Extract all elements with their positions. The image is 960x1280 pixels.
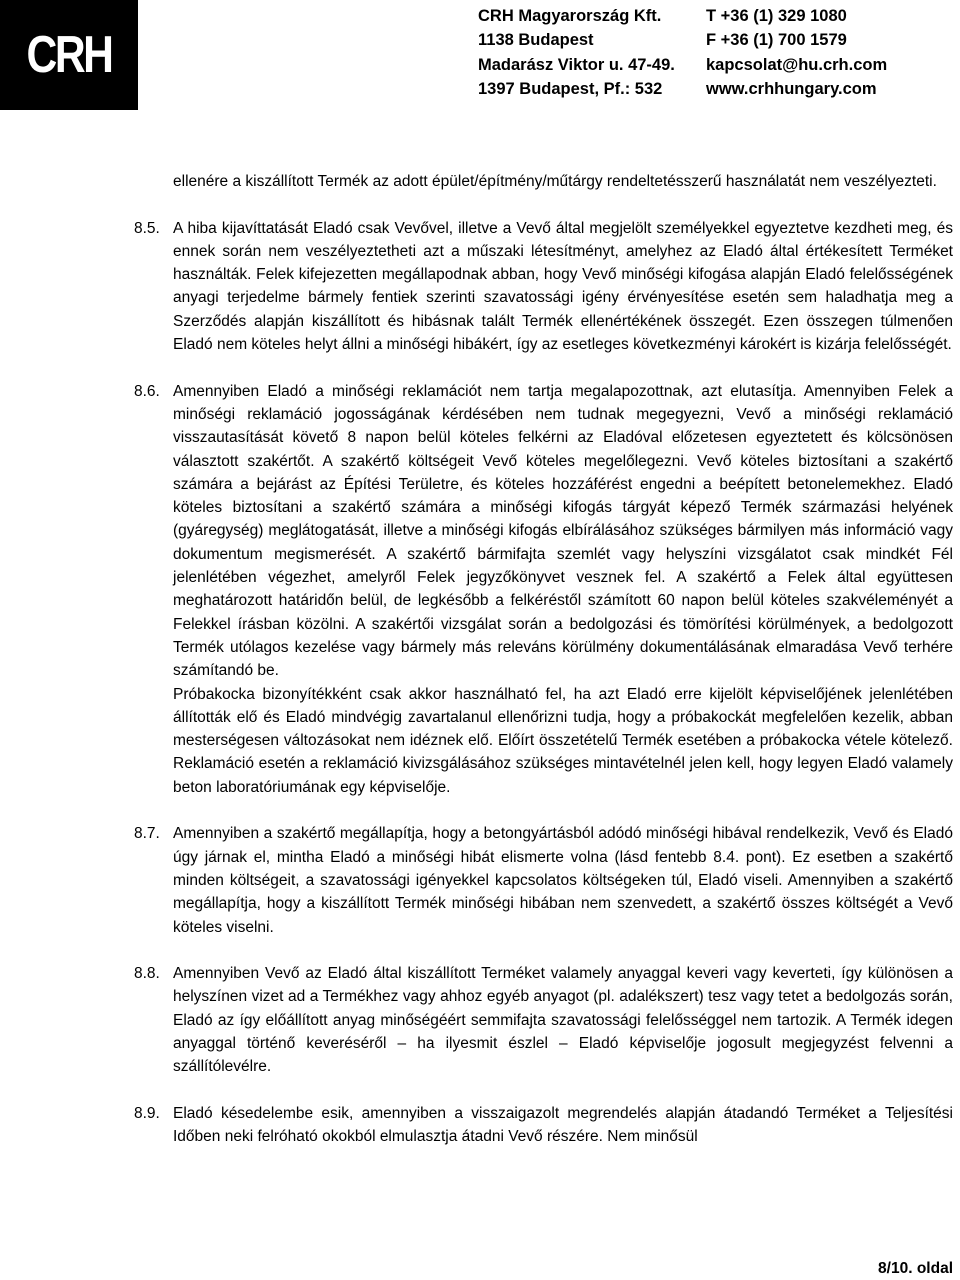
email-address: kapcsolat@hu.crh.com [706, 55, 888, 74]
company-contact-block [706, 4, 887, 101]
section-8-8 [0, 962, 960, 1078]
section-8-6-continued [0, 683, 960, 799]
section-text: Amennyiben a szakértő megállapítja, hogy a betongyártásból adódó minőségi hibával rendelkezik, Vevő és Eladó úgy járnak el, mintha Eladó a minőségi hibát elismerte volna (lásd fentebb 8.4. pont). Ez esetben a szakértő minden költségeit, a szavatossági igényekkel kapcsolatos költségeken túl, Eladó viseli. Amennyiben a szakértő megállapítja, hogy a kiszállított Termék minőségi hibában nem szenvedett, a szakértő összes költségét a Vevő köteles viselni. [173, 825, 953, 936]
section-number: 8.7. [134, 825, 160, 843]
website-url: www.crhhungary.com [706, 79, 877, 98]
section-8-9 [0, 1102, 960, 1149]
document-body [0, 170, 960, 1148]
section-number: 8.6. [134, 382, 160, 400]
section-8-6 [0, 380, 960, 683]
address-line: 1138 Budapest [478, 31, 594, 50]
company-name: CRH Magyarország Kft. [478, 7, 662, 25]
section-text: A hiba kijavíttatását Eladó csak Vevővel, illetve a Vevő által megjelölt személyekkel egyeztetve kezdheti meg, és ennek során nem veszélyeztetheti azt a műszaki létesítményt, amelyhez az Eladó által értékesített Terméket használták. Felek kifejezetten megállapodnak abban, hogy Vevő minőségi kifogása alapján Eladó felelősségének anyagi terjedelme bármely fentiek szerinti szavatossági igény érvényesítése esetén sem haladhatja meg a Szerződés alapján kiszállított és hibásnak talált Termék ellenértékének összegét. Ezen összegen túlmenően Eladó nem köteles helyt állni a minőségi hibákért, így az esetleges következményi károkért is kizárja felelősségét. [173, 219, 953, 354]
section-number: 8.9. [134, 1104, 160, 1122]
fax-number: F +36 (1) 700 1579 [706, 31, 847, 50]
section-text: Próbakocka bizonyítékként csak akkor használható fel, ha azt Eladó erre kijelölt képviselőjének jelenlétében állították elő és Eladó mindvégig zavartalanul ellenőrizni tudja, hogy a próbakockát megfelelően kezelik, abban mesterségesen változásokat nem idéznek elő. Előírt összetételű Termék esetében a próbakocka vétele kötelező. Reklamáció esetén a reklamáció kivizsgálásához szükséges mintavételnél jelen kell, hogy legyen Eladó valamely beton laboratóriumának egy képviselője. [173, 685, 953, 796]
intro-paragraph [0, 170, 960, 193]
section-number: 8.8. [134, 965, 160, 983]
crh-logo [0, 0, 138, 110]
section-text: Eladó késedelembe esik, amennyiben a visszaigazolt megrendelés alapján átadandó Terméket a Teljesítési Időben neki felróható okokból elmulasztja átadni Vevő részére. Nem minősül [173, 1104, 953, 1146]
section-8-5 [0, 217, 960, 357]
section-number: 8.5. [134, 219, 160, 237]
page-number: 8/10. oldal [878, 1260, 953, 1277]
intro-text: ellenére a kiszállított Termék az adott épület/építmény/műtárgy rendeltetésszerű használatát nem veszélyezteti. [173, 173, 937, 190]
section-text: Amennyiben Vevő az Eladó által kiszállított Terméket valamely anyaggal keveri vagy keverteti, így különösen a helyszínen vizet ad a Termékhez vagy ahhoz egyéb anyagot (pl. adalékszert) tesz vagy tetet a bedolgozás során, Eladó az így előállított anyag minőségéért semmifajta szavatossági felelősséggel nem tartozik. A Termék idegen anyaggal történő keveréséről – ha ilyesmit észlel – Eladó képviselője jogosult megjegyzést felvenni a szállítólevélre. [173, 965, 953, 1076]
company-address-block [478, 4, 675, 101]
crh-logo-text: CRH [26, 26, 112, 84]
section-8-7 [0, 822, 960, 938]
section-text: Amennyiben Eladó a minőségi reklamációt nem tartja megalapozottnak, azt elutasítja. Amennyiben Felek a minőségi reklamáció jogosságának kérdésében nem tudnak megegyezni, Vevő a minőségi reklamáció visszautasítását követő 8 napon belül köteles felkérni az Eladóval előzetesen egyeztetett és kölcsönösen választott szakértőt. A szakértő költségeit Vevő köteles megelőlegezni. Vevő köteles biztosítani a szakértő számára a bejárást az Építési Területre, és köteles hozzáférést engedni a beépített betonelemekhez. Eladó köteles biztosítani a szakértő számára a minőségi kifogás tárgyát képező Termék származási helyének (gyáregység) meglátogatását, illetve a minőségi kifogás elbírálásához szükséges bármilyen más információ vagy dokumentum megismerését. A szakértő bármifajta szemlét vagy helyszíni vizsgálatot csak mindkét Fél jelenlétében végezhet, amelyről Felek jegyzőkönyvet vesznek fel. A szakértő a Felek által együttesen meghatározott határidőn belül, de legkésőbb a felkéréstől számított 60 napon belül köteles szakvéleményét a Felekkel írásban közölni. A szakértői vizsgálat során a bedolgozási és tömörítési körülmények, a bedolgozott Termék utólagos kezelése vagy bármely más releváns körülmény dokumentálásának elmaradása Vevő terhére számítandó be. [173, 382, 953, 680]
address-line: 1397 Budapest, Pf.: 532 [478, 79, 663, 98]
phone-number: T +36 (1) 329 1080 [706, 7, 847, 25]
address-line: Madarász Viktor u. 47-49. [478, 55, 675, 74]
